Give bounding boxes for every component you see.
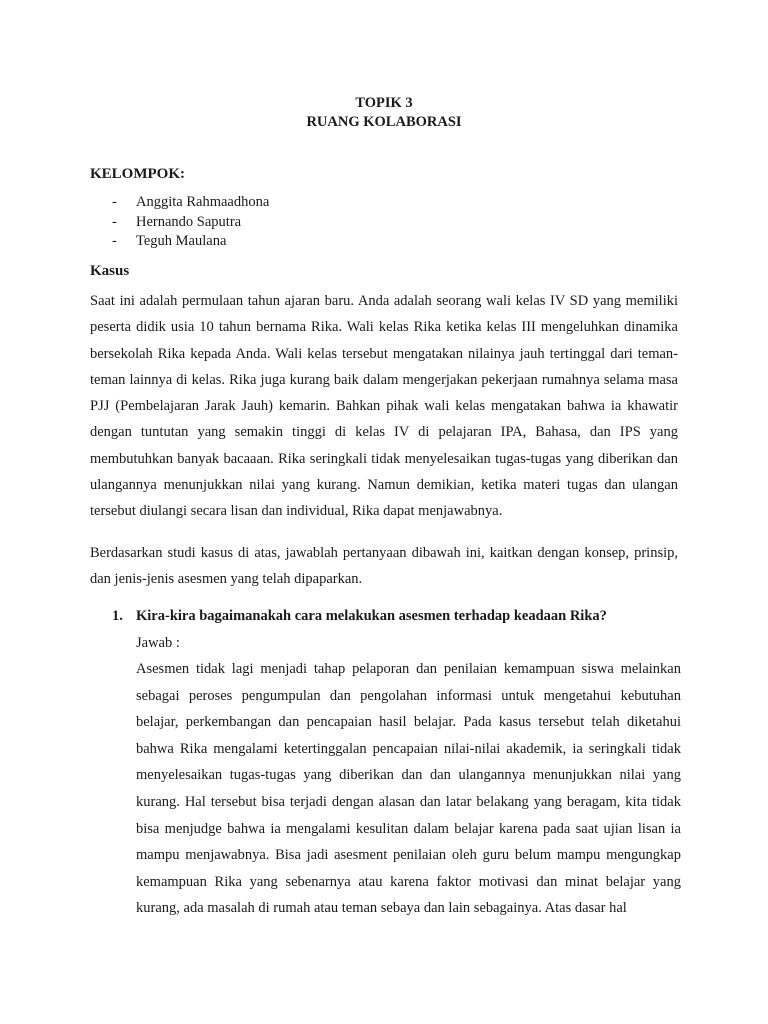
- member-name: Hernando Saputra: [136, 213, 242, 230]
- member-list: [112, 193, 269, 252]
- list-dash: -: [112, 213, 117, 230]
- list-item: [112, 213, 269, 233]
- instruction-paragraph: Berdasarkan studi kasus di atas, jawablah pertanyaan dibawah ini, kaitkan dengan konsep, prinsip, dan jenis-jenis asesmen yang telah dipaparkan.: [90, 545, 678, 588]
- answer-paragraph: Asesmen tidak lagi menjadi tahap pelaporan dan penilaian kemampuan siswa melainkan sebagai peroses pengumpulan dan pengolahan informasi untuk mengetahui kebutuhan belajar, perkembangan dan pencapaian hasil belajar. Pada kasus tersebut telah diketahui bahwa Rika mengalami ketertinggalan pencapaian nilai-nilai akademik, ia seringkali tidak menyelesaikan tugas-tugas yang diberikan dan dan ulangannya menunjukkan nilai yang kurang. Hal tersebut bisa terjadi dengan alasan dan latar belakang yang beragam, kita tidak bisa menjudge bahwa ia mengalami kesulitan dalam belajar karena pada saat ujian lisan ia mampu menjawabnya. Bisa jadi asesment penilaian oleh guru belum mampu mengungkap kemampuan Rika yang sebenarnya atau karena faktor motivasi dan minat belajar yang kurang, ada masalah di rumah atau teman sebaya dan lain sebagainya. Atas dasar hal: [136, 661, 681, 917]
- question-number: 1.: [112, 608, 123, 624]
- list-dash: -: [112, 194, 117, 210]
- list-item: [112, 232, 269, 252]
- group-heading: KELOMPOK:: [90, 166, 185, 182]
- case-paragraph: Saat ini adalah permulaan tahun ajaran baru. Anda adalah seorang wali kelas IV SD yang memiliki peserta didik usia 10 tahun bernama Rika. Wali kelas Rika ketika kelas III mengeluhkan dinamika bersekolah Rika kepada Anda. Wali kelas tersebut mengatakan nilainya jauh tertinggal dari teman-teman lainnya di kelas. Rika juga kurang baik dalam mengerjakan pekerjaan rumahnya selama masa PJJ (Pembelajaran Jarak Jauh) kemarin. Bahkan pihak wali kelas mengatakan bahwa ia khawatir dengan tuntutan yang semakin tinggi di kelas IV di pelajaran IPA, Bahasa, dan IPS yang membutuhkan banyak bacaaan. Rika seringkali tidak menyelesaikan tugas-tugas yang diberikan dan ulangannya menunjukkan nilai yang kurang. Namun demikian, ketika materi tugas dan ulangan tersebut diulangi secara lisan dan individual, Rika dapat menjawabnya.: [90, 293, 678, 520]
- document-title-main: RUANG KOLABORASI: [306, 114, 462, 130]
- document-title-topic: TOPIK 3: [355, 95, 413, 111]
- member-name: Teguh Maulana: [136, 233, 227, 249]
- list-dash: -: [112, 233, 117, 249]
- case-heading: Kasus: [90, 263, 130, 279]
- question-text: Kira-kira bagaimanakah cara melakukan asesmen terhadap keadaan Rika?: [136, 608, 607, 624]
- member-name: Anggita Rahmaadhona: [136, 194, 270, 210]
- list-item: [112, 193, 269, 213]
- answer-label: Jawab :: [136, 635, 180, 651]
